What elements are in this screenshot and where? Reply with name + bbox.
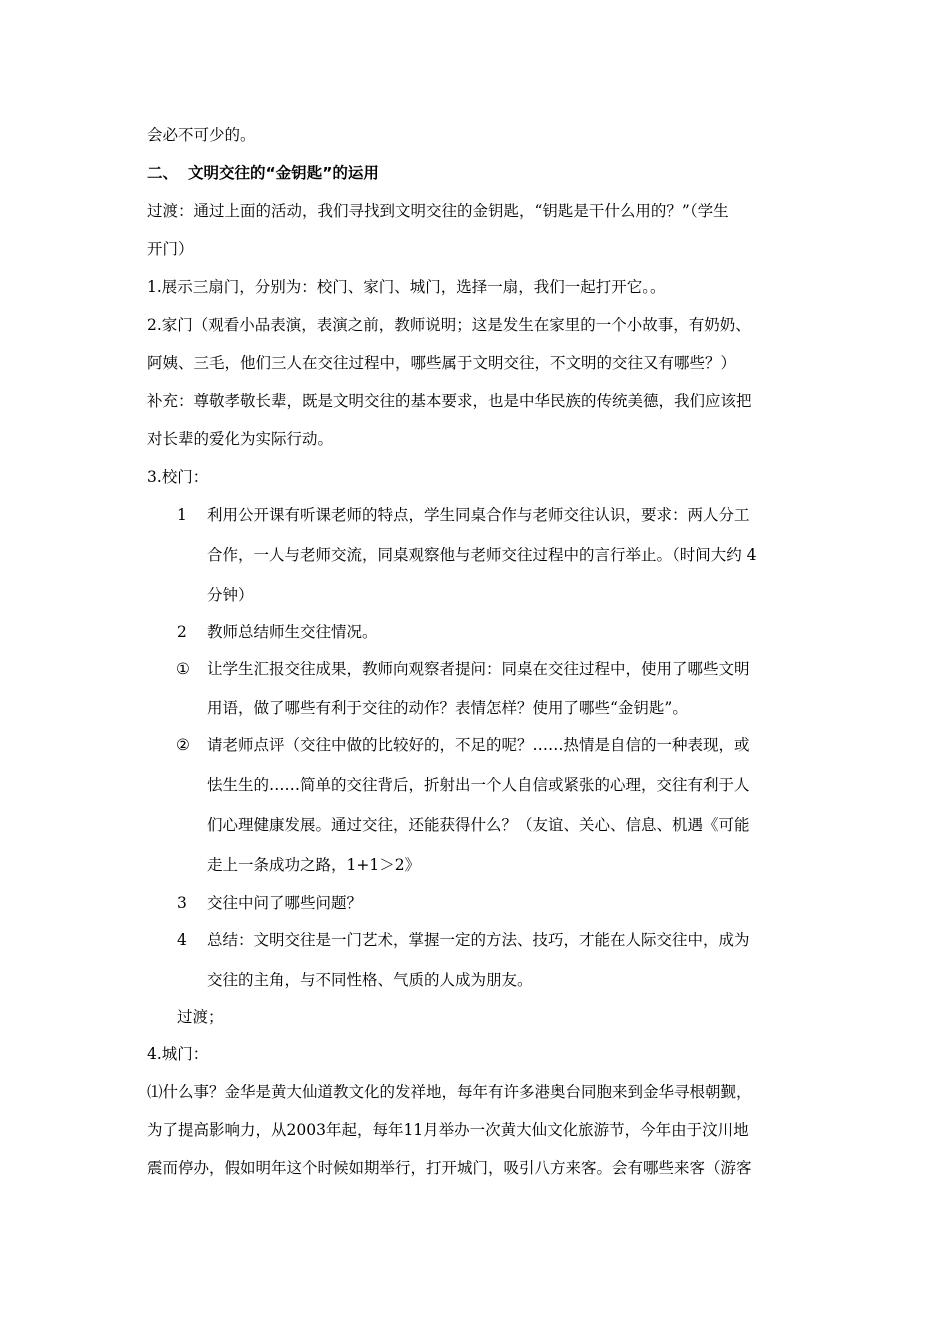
list-item-line: 利用公开课有听课老师的特点，学生同桌合作与老师交往认识，要求：两人分工 <box>207 506 750 524</box>
list-item-line: 怯生生的……简单的交往背后，折射出一个人自信或紧张的心理，交往有利于人 <box>207 776 750 794</box>
paragraph-line: 会必不可少的。 <box>147 126 256 144</box>
list-item-line: 教师总结师生交往情况。 <box>207 623 378 641</box>
list-item-line: 分钟） <box>207 586 254 604</box>
list-number-circled: ① <box>176 660 190 678</box>
list-item-line: 交往中问了哪些问题？ <box>207 894 363 912</box>
list-item-line: 请老师点评（交往中做的比较好的，不足的呢？……热情是自信的一种表现，或 <box>207 736 750 754</box>
paragraph-line: ⑴什么事？金华是黄大仙道教文化的发祥地，每年有许多港奥台同胞来到金华寻根朝觐， <box>147 1083 752 1101</box>
list-number-circled: ② <box>176 736 190 754</box>
paragraph-line: 补充：尊敬孝敬长辈，既是文明交往的基本要求，也是中华民族的传统美德，我们应该把 <box>147 392 752 410</box>
paragraph-line: 开门） <box>147 240 194 258</box>
paragraph-line: 为了提高影响力，从2003年起，每年11月举办一次黄大仙文化旅游节，今年由于汶川地 <box>147 1121 749 1139</box>
paragraph-line: 3.校门： <box>147 468 209 486</box>
list-item-line: 合作，一人与老师交流，同桌观察他与老师交往过程中的言行举止。（时间大约 4 <box>207 546 757 564</box>
paragraph-line: 1.展示三扇门，分别为：校门、家门、城门，选择一扇，我们一起打开它。。 <box>147 278 666 296</box>
list-item-line: 们心理健康发展。通过交往，还能获得什么？（友谊、关心、信息、机遇《可能 <box>207 816 750 834</box>
paragraph-line: 2.家门（观看小品表演，表演之前，教师说明；这是发生在家里的一个小故事，有奶奶、 <box>147 316 751 334</box>
list-item-line: 让学生汇报交往成果，教师向观察者提问：同桌在交往过程中，使用了哪些文明 <box>207 660 750 678</box>
section-number: 二、 <box>147 164 179 182</box>
paragraph-line: 4.城门： <box>147 1045 209 1063</box>
list-item-line: 总结：文明交往是一门艺术，掌握一定的方法、技巧，才能在人际交往中，成为 <box>207 931 750 949</box>
list-number: 3 <box>177 894 187 912</box>
paragraph-line: 震而停办，假如明年这个时候如期举行，打开城门，吸引八方来客。会有哪些来客（游客 <box>147 1159 752 1177</box>
list-item-line: 走上一条成功之路，1+1＞2》 <box>207 856 421 874</box>
paragraph-line: 对长辈的爱化为实际行动。 <box>147 430 334 448</box>
list-number: 2 <box>177 623 187 641</box>
paragraph-line: 过渡； <box>177 1008 224 1026</box>
list-number: 1 <box>177 506 187 524</box>
paragraph-line: 阿姨、三毛，他们三人在交往过程中，哪些属于文明交往，不文明的交往又有哪些？） <box>147 354 737 372</box>
list-item-line: 用语，做了哪些有利于交往的动作？表情怎样？使用了哪些“金钥匙”。 <box>207 699 688 717</box>
paragraph-line: 过渡：通过上面的活动，我们寻找到文明交往的金钥匙，“钥匙是干什么用的？”（学生 <box>147 202 729 220</box>
list-item-line: 交往的主角，与不同性格、气质的人成为朋友。 <box>207 971 533 989</box>
section-heading: 文明交往的“金钥匙”的运用 <box>188 164 379 182</box>
list-number: 4 <box>177 931 187 949</box>
